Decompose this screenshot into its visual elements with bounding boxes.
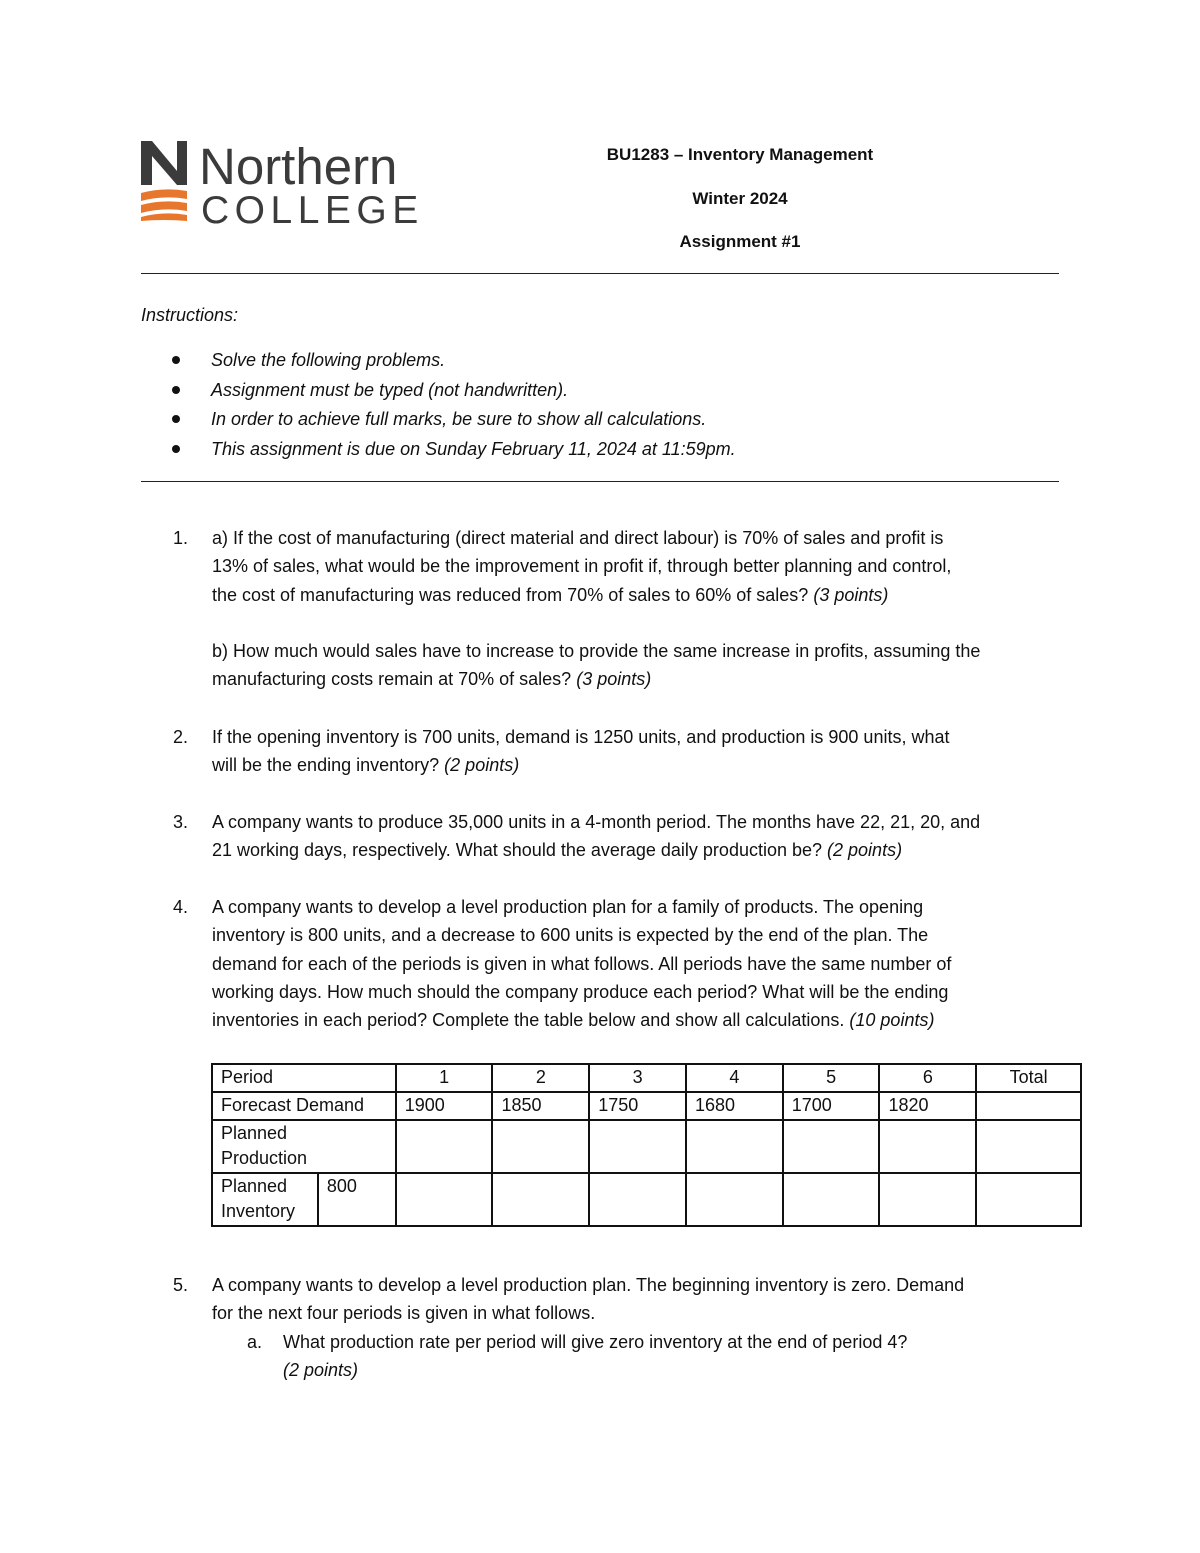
question-text: If the opening inventory is 700 units, demand is 1250 units, and production is 900 units, what bbox=[212, 727, 950, 747]
question-text: a) If the cost of manufacturing (direct material and direct labour) is 70% of sales and profit is bbox=[212, 528, 944, 548]
period-cell: 6 bbox=[879, 1064, 976, 1092]
list-item bbox=[172, 405, 1032, 435]
demand-total-cell bbox=[976, 1092, 1081, 1120]
inventory-label: Planned Inventory bbox=[212, 1173, 318, 1226]
list-item bbox=[172, 346, 1032, 376]
points-label: (2 points) bbox=[827, 840, 903, 861]
inventory-total-cell bbox=[976, 1173, 1081, 1226]
bullet-icon bbox=[172, 445, 180, 453]
course-title: BU1283 – Inventory Management bbox=[606, 145, 874, 164]
table-row bbox=[212, 1120, 1081, 1173]
inventory-cell bbox=[396, 1173, 493, 1226]
list-item bbox=[172, 435, 1032, 465]
production-cell bbox=[783, 1120, 880, 1173]
period-cell: 3 bbox=[589, 1064, 686, 1092]
demand-cell: 1850 bbox=[492, 1092, 589, 1120]
question-number: 2. bbox=[173, 727, 189, 747]
period-cell: 5 bbox=[783, 1064, 880, 1092]
instruction-text: This assignment is due on Sunday February 11, 2024 at 11:59pm. bbox=[211, 438, 736, 459]
demand-cell: 1900 bbox=[396, 1092, 493, 1120]
inventory-cell bbox=[686, 1173, 783, 1226]
question-text: inventory is 800 units, and a decrease to 600 units is expected by the end of the plan. The bbox=[212, 925, 929, 946]
question-number: 4. bbox=[173, 897, 189, 917]
table-row bbox=[212, 1173, 1081, 1226]
period-header: Period bbox=[212, 1064, 396, 1092]
question-text: the cost of manufacturing was reduced from 70% of sales to 60% of sales? (3 points) bbox=[212, 584, 889, 605]
header-divider bbox=[141, 273, 1059, 274]
instruction-text: Solve the following problems. bbox=[211, 350, 446, 370]
question-number: 5. bbox=[173, 1275, 189, 1295]
inventory-cell bbox=[589, 1173, 686, 1226]
points-label: (2 points) bbox=[444, 755, 520, 776]
instruction-text: In order to achieve full marks, be sure to show all calculations. bbox=[211, 409, 707, 429]
question-text: will be the ending inventory? (2 points) bbox=[212, 755, 520, 776]
question-text: manufacturing costs remain at 70% of sales? (3 points) bbox=[212, 669, 652, 690]
question-text: for the next four periods is given in what follows. bbox=[212, 1303, 596, 1324]
production-total-cell bbox=[976, 1120, 1081, 1173]
production-cell bbox=[589, 1120, 686, 1173]
production-cell bbox=[686, 1120, 783, 1173]
question-number: 3. bbox=[173, 812, 189, 832]
instructions-divider bbox=[141, 481, 1059, 482]
period-cell: 2 bbox=[492, 1064, 589, 1092]
bullet-icon bbox=[172, 356, 180, 364]
term-title: Winter 2024 bbox=[692, 189, 788, 208]
question-text: 21 working days, respectively. What should the average daily production be? (2 points) bbox=[212, 840, 903, 861]
question-text: working days. How much should the company produce each period? What will be the ending bbox=[212, 981, 949, 1002]
demand-cell: 1750 bbox=[589, 1092, 686, 1120]
demand-cell: 1820 bbox=[879, 1092, 976, 1120]
question-text: 13% of sales, what would be the improvement in profit if, through better planning and control, bbox=[212, 556, 952, 577]
bullet-icon bbox=[172, 386, 180, 394]
sub-question-label: a. bbox=[247, 1332, 263, 1352]
points-label: (10 points) bbox=[849, 1010, 935, 1031]
bullet-icon bbox=[172, 415, 180, 423]
instructions-heading: Instructions: bbox=[141, 305, 239, 325]
points-label: (3 points) bbox=[576, 669, 652, 690]
production-cell bbox=[396, 1120, 493, 1173]
total-header: Total bbox=[976, 1064, 1081, 1092]
question-text: A company wants to produce 35,000 units in a 4-month period. The months have 22, 21, 20, and bbox=[212, 812, 981, 832]
instruction-text: Assignment must be typed (not handwritten). bbox=[211, 379, 569, 400]
logo-northern-text: Northern bbox=[199, 138, 398, 195]
demand-label: Forecast Demand bbox=[212, 1092, 396, 1120]
inventory-cell bbox=[879, 1173, 976, 1226]
points-label: (3 points) bbox=[813, 584, 889, 605]
logo-n-mark-icon bbox=[141, 141, 191, 223]
demand-cell: 1680 bbox=[686, 1092, 783, 1120]
production-plan-table bbox=[211, 1063, 1082, 1227]
logo-college-text: COLLEGE bbox=[201, 189, 424, 232]
production-cell bbox=[492, 1120, 589, 1173]
question-text: What production rate per period will give zero inventory at the end of period 4? bbox=[283, 1332, 908, 1352]
period-cell: 4 bbox=[686, 1064, 783, 1092]
production-label: Planned Production bbox=[212, 1120, 396, 1173]
question-text: A company wants to develop a level production plan for a family of products. The opening bbox=[212, 897, 924, 917]
question-text: A company wants to develop a level production plan. The beginning inventory is zero. Demand bbox=[212, 1275, 965, 1295]
period-cell: 1 bbox=[396, 1064, 493, 1092]
production-cell bbox=[879, 1120, 976, 1173]
question-text: demand for each of the periods is given in what follows. All periods have the same number of bbox=[212, 953, 952, 974]
question-number: 1. bbox=[173, 528, 189, 548]
demand-cell: 1700 bbox=[783, 1092, 880, 1120]
question-text: inventories in each period? Complete the table below and show all calculations. (10 points) bbox=[212, 1010, 935, 1031]
list-item bbox=[172, 376, 1032, 406]
inventory-cell bbox=[492, 1173, 589, 1226]
points-label: (2 points) bbox=[283, 1360, 359, 1381]
opening-inventory-cell: 800 bbox=[318, 1173, 396, 1226]
assignment-title: Assignment #1 bbox=[679, 232, 801, 251]
inventory-cell bbox=[783, 1173, 880, 1226]
instructions-list bbox=[172, 346, 1032, 464]
question-text: b) How much would sales have to increase to provide the same increase in profits, assuming the bbox=[212, 641, 981, 662]
table-row bbox=[212, 1064, 1081, 1092]
table-row bbox=[212, 1092, 1081, 1120]
